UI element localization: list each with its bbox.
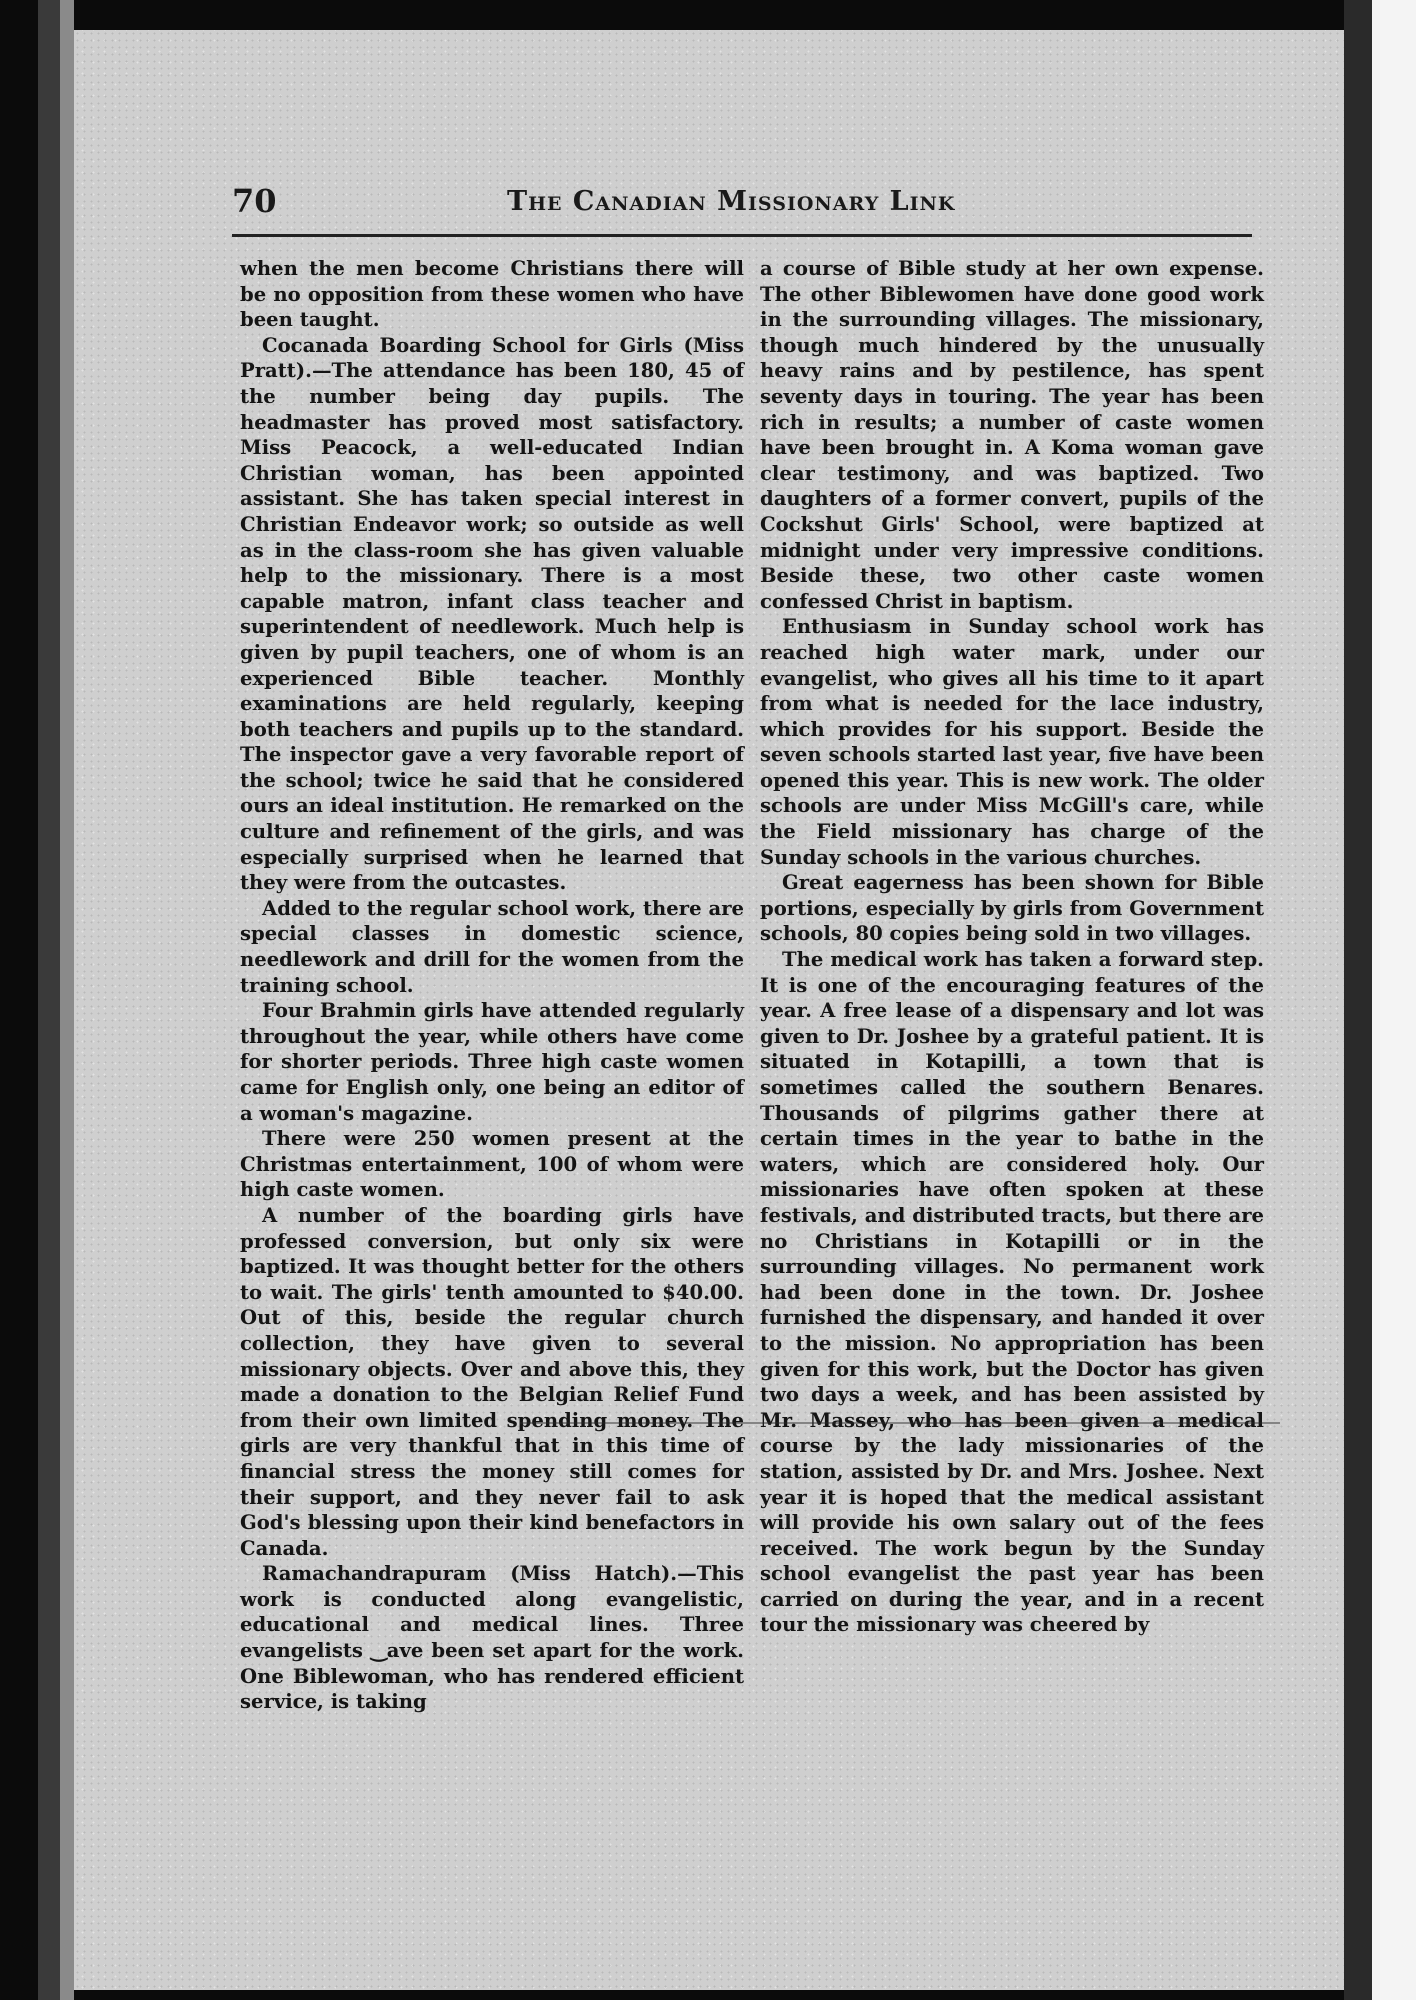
page-edge-right [1344, 0, 1372, 2000]
paragraph-text: (Miss Pratt).—The attendance has been 180, 45 of the number being day pupils. The headmaster has proved most satisfactory. Miss Peacock, a well-educated Indian Christian woman, has been appointed assistant. She has taken special interest in Christian Endeavor work; so outside as well as in the class-room she has given valuable help to the missionary. There is a most capable matron, infant class teacher and superintendent of needlework. Much help is given by pupil teachers, one of whom is an experienced Bible teacher. Monthly examinations are held regularly, keeping both teachers and pupils up to the standard. The inspector gave a very favorable report of the school; twice he said that he considered ours an ideal institution. He remarked on the culture and refinement of the girls, and was especially surprised when he learned that they were from the outcastes. [240, 333, 744, 895]
paragraph-text: Enthusiasm in Sunday school work has reached high water mark, under our evangelist, who gives all his time to it apart from what is needed for the lace industry, which provides for his support. Beside the seven schools started last year, five have been opened this year. This is new work. The older schools are under Miss McGill's care, while the Field missionary has charge of the Sunday schools in the various churches. [760, 615, 1264, 869]
paragraph-text: Great eagerness has been shown for Bible portions, especially by girls from Government schools, 80 copies being sold in two villages. [760, 871, 1264, 946]
paragraph [760, 256, 1264, 614]
section-heading: Cocanada Boarding School for Girls [262, 333, 673, 357]
section-heading: Ramachandrapuram [262, 1562, 487, 1586]
paragraph [240, 896, 744, 998]
paragraph [760, 947, 1264, 1638]
running-title: The Canadian Missionary Link [507, 186, 956, 217]
scanner-margin [1372, 0, 1416, 2000]
header-rule [232, 234, 1252, 237]
paragraph [240, 256, 744, 333]
paragraph-text: A number of the boarding girls have professed conversion, but only six were baptized. It was thought better for the others to wait. The girls' tenth amounted to $40.00. Out of this, beside the regular church collection, they have given to several missionary objects. Over and above this, they made a donation to the Belgian Relief Fund from their own limited spending money. The girls are very thankful that in this time of financial stress the money still comes for their support, and they never fail to ask God's blessing upon their kind benefactors in Canada. [240, 1203, 744, 1560]
paragraph-text: There were 250 women present at the Christmas entertainment, 100 of whom were high caste women. [240, 1127, 744, 1202]
paragraph-text: Four Brahmin girls have attended regularly throughout the year, while others have come for shorter periods. Three high caste women came for English only, one being an editor of a woman's magazine. [240, 999, 744, 1125]
section-paragraph [240, 333, 744, 896]
paragraph [240, 998, 744, 1126]
paragraph [240, 1203, 744, 1561]
section-paragraph [240, 1561, 744, 1715]
paragraph [760, 870, 1264, 947]
paragraph-text: (Miss Hatch).—This work is conducted along evangelistic, educational and medical lines. Three evangelists ‿ave been set apart for the work. One Biblewoman, who has rendered efficient service, is taking [240, 1562, 744, 1714]
right-column [760, 256, 1264, 1638]
paragraph-text: when the men become Christians there will be no opposition from these women who have been taught. [240, 257, 744, 332]
book-spine-edge [38, 0, 60, 2000]
page-crease [520, 1422, 1280, 1424]
paragraph-text: a course of Bible study at her own expense. The other Biblewomen have done good work in the surrounding villages. The missionary, though much hindered by the unusually heavy rains and by pestilence, has spent seventy days in touring. The year has been rich in results; a number of caste women have been brought in. A Koma woman gave clear testimony, and was baptized. Two daughters of a former convert, pupils of the Cockshut Girls' School, were baptized at midnight under very impressive conditions. Beside these, two other caste women confessed Christ in baptism. [760, 257, 1264, 613]
left-column [240, 256, 744, 1715]
page-number: 70 [232, 182, 277, 220]
paragraph-text: Added to the regular school work, there are special classes in domestic science, needlework and drill for the women from the training school. [240, 896, 744, 997]
page-header [232, 182, 1232, 232]
paragraph-text: The medical work has taken a forward step. It is one of the encouraging features of the year. A free lease of a dispensary and lot was given to Dr. Joshee by a grateful patient. It is situated in Kotapilli, a town that is sometimes called the southern Benares. Thousands of pilgrims gather there at certain times in the year to bathe in the waters, which are considered holy. Our missionaries have often spoken at these festivals, and distributed tracts, but there are no Christians in Kotapilli or in the surrounding villages. No permanent work had been done in the town. Dr. Joshee furnished the dispensary, and handed it over to the mission. No appropriation has been given for this work, but the Doctor has given two days a week, and has been assisted by Mr. Massey, who has been given a medical course by the lady missionaries of the station, assisted by Dr. and Mrs. Joshee. Next year it is hoped that the medical assistant will provide his own salary out of the fees received. The work begun by the Sunday school evangelist the past year has been carried on during the year, and in a recent tour the missionary was cheered by [760, 948, 1264, 1637]
page-edge-left [60, 0, 74, 2000]
paragraph [240, 1126, 744, 1203]
paragraph [760, 614, 1264, 870]
